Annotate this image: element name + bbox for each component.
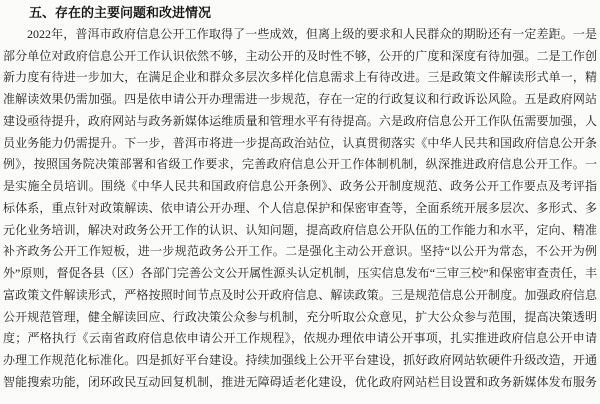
text-line: 建设亟待提升，政府网站与政务新媒体运维质量和管理水平有待提高。六是政府信息公开工作队伍需要加强，人 — [3, 113, 597, 128]
text-line: 新力度有待进一步加大，在满足企业和群众多层次多样化信息需求上有待改进。三是政策文件解读形式单一，精 — [3, 70, 597, 85]
text-line: 智能搜索功能，闭环政民互动回复机制，推进无障碍适老化建设，优化政府网站栏目设置和政务新媒体发布服务 — [3, 374, 597, 389]
text-line: 补齐政务公开工作短板，进一步规范政务公开工作。二是强化主动公开意识。坚持“以公开为常态，不公开为例 — [3, 244, 597, 259]
text-line: 外”原则，督促各县（区）各部门完善公文公开属性源头认定机制，压实信息发布“三审三校”和保密审查责任，丰 — [3, 266, 597, 280]
text-line: 例》，按照国务院决策部署和省级工作要求，完善政府信息公开工作体制机制，纵深推进政府信息公开工作。一 — [3, 157, 597, 172]
text-line: 准解读效果仍需加强。四是依申请公开办理需进一步规范，存在一定的行政复议和行政诉讼风险。五是政府网站 — [3, 92, 597, 106]
text-line: 公开规范管理，健全解读回应、行政决策公众参与机制，充分听取公众意见，扩大公众参与范围，提高决策透明 — [3, 309, 597, 324]
text-line: 元化业务培训，解决对政务公开工作的认识、认知问题，提高政府信息公开队伍的工作能力和水平，定向、精准 — [3, 222, 597, 237]
section-heading: 五、存在的主要问题和改进情况 — [29, 5, 212, 20]
text-line: 标体系，重点针对政策解读、依申请公开办理、个人信息保护和保密审查等，全面系统开展多层次、多形式、多 — [3, 200, 597, 215]
text-line: 2022年，普洱市政府信息公开工作取得了一些成效，但离上级的要求和人民群众的期盼还有一定差距。一是 — [27, 26, 597, 41]
text-line: 富政策文件解读形式，严格按照时间节点及时公开政府信息、解读政策。三是规范信息公开制度。加强政府信息 — [3, 287, 597, 302]
text-line: 度；严格执行《云南省政府信息依申请公开工作规程》，依规办理依申请公开事项，扎实推进政府信息公开申请 — [3, 331, 597, 346]
text-line: 办理工作规范化标准化。四是抓好平台建设。持续加强线上公开平台建设，抓好政府网站软硬件升级改造，开通 — [3, 353, 597, 367]
document-body — [3, 24, 597, 394]
text-line: 员业务能力仍需提升。下一步，普洱市将进一步提高政治站位，认真贯彻落实《中华人民共和国政府信息公开条 — [3, 135, 597, 150]
text-line: 部分单位对政府信息公开工作认识依然不够，主动公开的及时性不够，公开的广度和深度有待加强。二是工作创 — [3, 48, 597, 63]
text-line: 是实施全员培训。围绕《中华人民共和国政府信息公开条例》、政务公开制度规范、政务公开工作要点及考评指 — [3, 179, 597, 193]
